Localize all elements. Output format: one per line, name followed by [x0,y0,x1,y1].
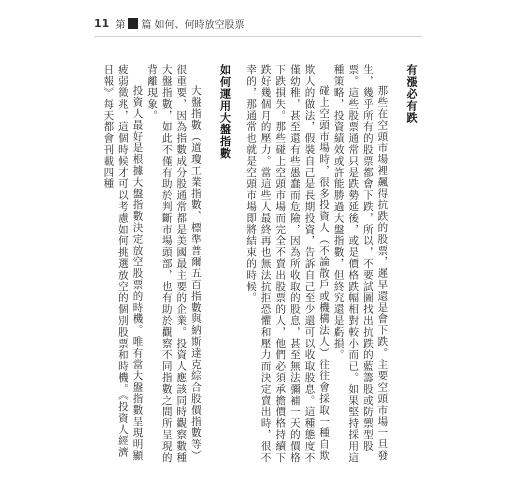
body-paragraph: 碰上空頭市場時，很多投資人（不論散戶或機構法人）往往會採取一種自欺欺人的做法，假裝自己是長期投資，告訴自己至少還可以收取股息。這種態度不僅幼稚，甚至還有些愚蠢而危險，因為所收取的股息，甚至無法彌補一天的價格下跌損失。那些碰上空頭市場而完全不賣出股票的人，他們必須承擔價格持續下跌好幾個月的壓力。當這些人最終再也無法抗拒恐懼和壓力而決定賣出時，很不幸的，那通常也就是空頭市場即將結束的時候。 [245,64,331,463]
header-divider [94,36,422,37]
page-number: 11 [94,16,110,30]
section-heading: 有漲必有跌 [405,64,418,124]
section-heading: 如何運用大盤指數 [218,64,232,160]
part-prefix: 第 [115,19,126,31]
chapter-title: 篇 如何、何時放空股票 [141,19,245,31]
body-paragraph: 投資人最好是根據大盤指數決定放空股票的時機。唯有當大盤指數呈現明顯疲弱徵兆，這個時候才可以考慮如何挑選放空的個別股票和時機。《投資人經濟日報》每天都會刊載四種 [102,64,144,462]
body-paragraph: 大盤指數（道瓊工業指數、標準普爾五百指數與納斯達克綜合股價指數等）很重要，因為指數成分股通常都是美國最主要的企業。投資人應該同時觀察數種大盤指數，如此不僅有助於判斷市場頭部，也有助於觀察不同指數之間所呈現的背離現象。 [146,64,202,463]
vertical-body-text [96,64,418,464]
part-marker-icon [128,18,138,29]
running-header [94,14,422,32]
body-paragraph: 那些在空頭市場裡飆得抗跌的股票，遲早還是會下跌。主要空頭市場一旦發生，幾乎所有的股票都會下跌，所以，不要試圖找出抗跌的藍籌股或防禦型股票。這些股票通常只是跌勢延後，或是價格跌幅相對較小而已。如果堅持採用這種策略，投資績效或許能勝過大盤指數，但終究還是虧損。 [332,64,389,463]
